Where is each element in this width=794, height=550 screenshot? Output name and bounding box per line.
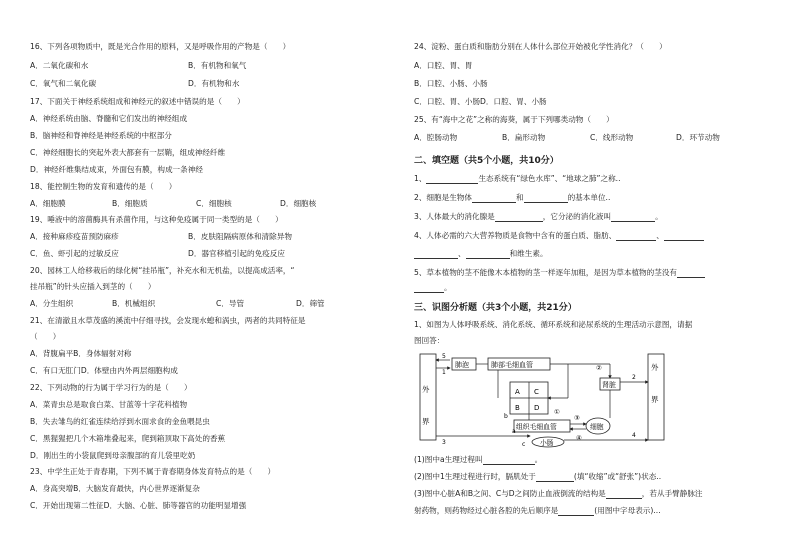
fill-2: 2、细胞是生物体 和 的基本单位.. [414, 193, 611, 202]
label-1: 1 [442, 369, 446, 376]
q22-option-a: A．菜青虫总是取食白菜、甘蓝等十字花科植物 [30, 400, 188, 409]
alveoli-label: 肺泡 [455, 361, 469, 369]
q18-option-d: D．细胞核 [280, 199, 317, 208]
q17-option-a: A．神经系统由脑、脊髓和它们发出的神经组成 [30, 114, 188, 123]
q24-stem: 24、淀粉、蛋白质和脂肪分别在人体什么部位开始被化学性消化？（ ） [414, 42, 667, 51]
label-5: 5 [442, 353, 446, 360]
heart-D: D [534, 404, 540, 412]
q17-option-d: D．神经纤维集结成束，外面包有膜，构成一条神经 [30, 165, 203, 174]
answer-3-line1: (3)图中心脏A和B之间、C与D之间防止血液倒流的结构是 ，若从手臂静脉注 [414, 489, 703, 498]
answer-2: (2)图中1生理过程进行时，膈肌处于 (填“收缩”或“舒张”)状态.. [414, 472, 662, 481]
fill-4-line2: 、 和维生素。 [414, 249, 548, 259]
q21-option-ab: A．背腹扁平B．身体辐射对称 [30, 349, 132, 358]
physiology-diagram [418, 352, 672, 448]
q25-stem: 25、有“海中之花”之称的海葵，属于下列哪类动物（ ） [414, 115, 614, 124]
fill-3: 3、人体最大的消化腺是 ，它分泌的消化液叫 。 [414, 212, 663, 221]
q20-stem-line2: 挂吊瓶”的针头应插入到茎的（ ） [30, 282, 156, 291]
heart-B: B [515, 404, 520, 412]
fill-3-blank-2[interactable] [611, 213, 655, 222]
q23-option-ab: A．身高突增B．大脑发育最快，内心世界逐渐复杂 [30, 484, 200, 493]
q20-option-a: A．分生组织 [30, 299, 74, 308]
heart-C: C [534, 388, 539, 396]
q1-stem-line1: 1、如图为人体呼吸系统、消化系统、循环系统和泌尿系统的生理活动示意图，请据 [414, 320, 693, 329]
q16-option-a: A．二氧化碳和水 [30, 61, 89, 70]
q19-option-b: B．皮肤阻隔病原体和清除异物 [188, 232, 292, 241]
q19-option-a: A．接种麻疹疫苗预防麻疹 [30, 232, 119, 241]
q20-option-c: C．导管 [216, 299, 245, 308]
circle-4: ④ [576, 434, 582, 442]
label-b: b [504, 413, 508, 420]
q23-stem: 23、中学生正处于青春期，下列不属于青春期身体发育特点的是（ ） [30, 467, 276, 476]
label-2: 2 [632, 374, 636, 381]
fill-2-blank-1[interactable] [472, 194, 516, 203]
q24-option-cd: C．口腔、胃、小肠D．口腔、胃、小肠 [414, 97, 547, 106]
q21-stem-line2: （ ） [30, 332, 61, 341]
q20-option-d: D．筛管 [296, 299, 325, 308]
q17-option-b: B．脑神经和脊神经是神经系统的中枢部分 [30, 131, 172, 140]
q20-stem-line1: 20、园林工人给移栽后的绿化树“挂吊瓶”，补充水和无机盐，以提高成活率，“ [30, 266, 295, 275]
fill-4-blank-1[interactable] [616, 232, 656, 241]
answer-3-line2: 射药物，则药物经过心脏各腔的先后顺序是 (用图中字母表示)... [414, 506, 661, 515]
q25-option-c: C．线形动物 [590, 133, 634, 142]
q18-option-c: C．细胞核 [196, 199, 232, 208]
q25-option-b: B．扁形动物 [502, 133, 546, 142]
fill-5-blank-b[interactable] [414, 284, 444, 293]
label-a: a [512, 428, 516, 435]
q16-option-c: C．氧气和二氧化碳 [30, 79, 97, 88]
q16-option-d: D．有机物和水 [188, 79, 240, 88]
q17-stem: 17、下面关于神经系统组成和神经元的叙述中错误的是（ ） [30, 97, 245, 106]
answer-1-blank[interactable] [483, 456, 535, 465]
q16-option-b: B．有机物和氧气 [188, 61, 247, 70]
fill-3-blank-1[interactable] [495, 213, 543, 222]
outside-left-label-1: 外 [422, 385, 430, 394]
q23-option-cd: C．开始出现第二性征D．大脑、心脏、肺等器官的功能明显增强 [30, 501, 247, 510]
kidney-label: 肾脏 [602, 381, 616, 389]
tissue-capillary-label: 组织毛细血管 [516, 423, 557, 431]
fill-4-blank-3[interactable] [414, 250, 458, 259]
q18-option-b: B．细胞质 [112, 199, 148, 208]
q16-stem: 16、下列各项物质中，既是光合作用的原料，又是呼吸作用的产物是（ ） [30, 42, 291, 51]
q18-stem: 18、能控制生物的发育和遗传的是（ ） [30, 182, 177, 191]
q21-stem-line1: 21、在清澈且水草茂盛的溪流中仔细寻找，会发现水螅和涡虫，两者的共同特征是 [30, 316, 306, 325]
q22-option-c: C．黑猩猩把几个木箱堆叠起来，爬到箱顶取下高处的香蕉 [30, 434, 226, 443]
intestine-label: 小肠 [540, 439, 554, 447]
q19-option-d: D．器官移植引起的免疫反应 [188, 249, 285, 258]
circle-2: ② [596, 364, 602, 372]
outside-left-box [420, 354, 436, 440]
fill-5-line2: 。 [414, 283, 452, 293]
q18-option-a: A．细胞膜 [30, 199, 66, 208]
q17-option-c: C．神经细胞长的突起外表大都套有一层鞘，组成神经纤维 [30, 148, 226, 157]
q24-option-a: A．口腔、胃、胃 [414, 61, 473, 70]
answer-3-blank-2[interactable] [558, 507, 594, 516]
q25-option-a: A．腔肠动物 [414, 133, 458, 142]
fill-2-blank-2[interactable] [524, 194, 568, 203]
lung-capillary-label: 肺部毛细血管 [491, 361, 533, 369]
q19-option-c: C．鱼、虾引起的过敏反应 [30, 249, 119, 258]
label-c: c [522, 441, 526, 448]
fill-5-blank-a[interactable] [677, 269, 705, 278]
q21-option-cd: C．有口无肛门D．体壁由内外两层细胞构成 [30, 366, 178, 375]
outside-left-label-2: 界 [422, 417, 430, 426]
q24-option-b: B．口腔、小肠、小肠 [414, 79, 488, 88]
fill-5-line1: 5、草本植物的茎不能像木本植物的茎一样逐年加粗，是因为草本植物的茎没有 [414, 268, 705, 278]
fill-1: 1、 生态系统有“绿色水库”、“地球之肺”之称.. [414, 174, 621, 183]
answer-3-blank-1[interactable] [606, 490, 642, 499]
q22-stem: 22、下列动物的行为属于学习行为的是（ ） [30, 383, 192, 392]
circle-3: ③ [574, 414, 580, 422]
fill-4-line1: 4、人体必需的六大营养物质是食物中含有的蛋白质、脂肪、 、 [414, 231, 704, 241]
label-4: 4 [632, 432, 636, 439]
q20-option-b: B．机械组织 [112, 299, 156, 308]
answer-1: (1)图中a生理过程叫 。 [414, 455, 543, 464]
section-diagram-title: 三、识图分析题（共3个小题，共21分） [414, 303, 577, 313]
answer-2-blank[interactable] [536, 473, 574, 482]
cell-label: 细胞 [590, 423, 604, 431]
q25-option-d: D．环节动物 [676, 133, 720, 142]
circle-1: ① [554, 408, 560, 416]
q1-stem-line2: 图回答： [414, 336, 445, 345]
q19-stem: 19、唾液中的溶菌酶具有杀菌作用，与这种免疫属于同一类型的是（ ） [30, 215, 283, 224]
heart-A: A [515, 388, 520, 396]
fill-4-blank-4[interactable] [466, 250, 510, 259]
q22-option-d: D．刚出生的小袋鼠爬到母亲腹部的育儿袋里吃奶 [30, 451, 196, 460]
q22-option-b: B．失去雏鸟的红雀连续给浮到水面求食的金鱼喂昆虫 [30, 417, 210, 426]
outside-right-label-2: 界 [651, 395, 659, 404]
section-fill-in-title: 二、填空题（共5个小题，共10分） [414, 156, 559, 166]
label-3: 3 [442, 439, 446, 446]
fill-4-blank-2[interactable] [664, 232, 704, 241]
fill-1-blank[interactable] [426, 175, 478, 184]
outside-right-label-1: 外 [651, 363, 659, 372]
